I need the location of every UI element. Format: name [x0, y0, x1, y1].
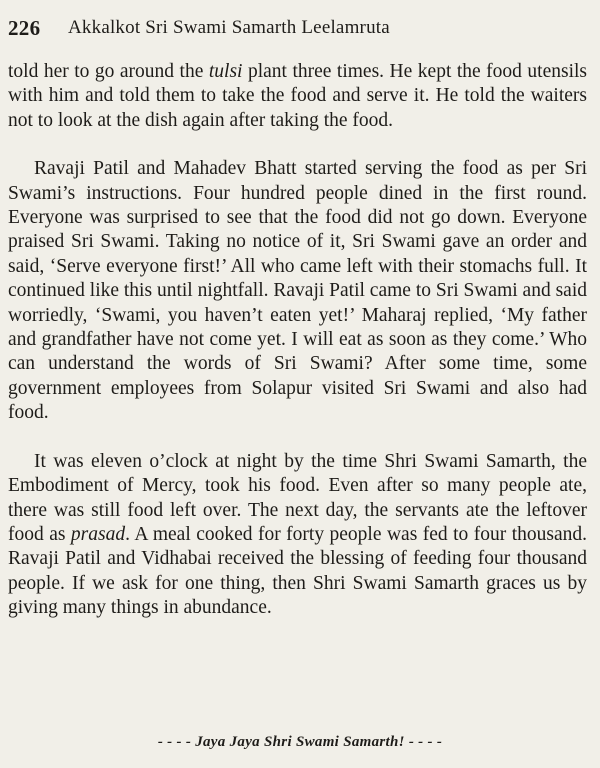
running-title: Akkalkot Sri Swami Samarth Leelamruta: [68, 17, 390, 38]
page-header: [8, 16, 587, 44]
text-run: plant three times. He kept the food utensils with him and told them to take the food and serve it. He told the waiters not to look at the dish again after taking the food.: [8, 61, 588, 131]
paragraph-2: [8, 157, 587, 425]
paragraph-3: [8, 450, 587, 621]
paragraph-1: [8, 60, 587, 133]
italic-term-prasad: prasad: [70, 523, 126, 545]
text-run: Ravaji Patil and Mahadev Bhatt started serving the food as per Sri Swami’s instructions. Four hundred people dined in the first round. Everyone was surprised to see that the food did not go down. Everyone praised Sri Swami. Taking no notice of it, Sri Swami gave an order and said, ‘Serve everyone first!’ All who came left with their stomachs full. It continued like this until nightfall. Ravaji Patil came to Sri Swami and said worriedly, ‘Swami, you haven’t eaten yet!’ Maharaj replied, ‘My father and grandfather have not come yet. I will eat as soon as they come.’ Who can understand the words of Sri Swami? After some time, some government employees from Solapur visited Sri Swami and also had food.: [8, 158, 587, 424]
italic-term-tulsi: tulsi: [208, 61, 243, 82]
closing-invocation: - - - - Jaya Jaya Shri Swami Samarth! - - - -: [157, 734, 443, 750]
text-run: . A meal cooked for forty people was fed to four thousand. Ravaji Patil and Vidhabai received the blessing of feeding four thousand people. If we ask for one thing, then Shri Swami Samarth graces us by giving many things in abundance.: [8, 523, 587, 619]
text-run: told her to go around the: [8, 61, 209, 82]
page-body: [8, 60, 587, 621]
text-run: It was eleven o’clock at night by the time Shri Swami Samarth, the Embodiment of Mercy, took his food. Even after so many people ate, there was still food left over. The next day, the servants ate the leftover food as: [8, 450, 587, 545]
page-number: 226: [8, 16, 41, 40]
